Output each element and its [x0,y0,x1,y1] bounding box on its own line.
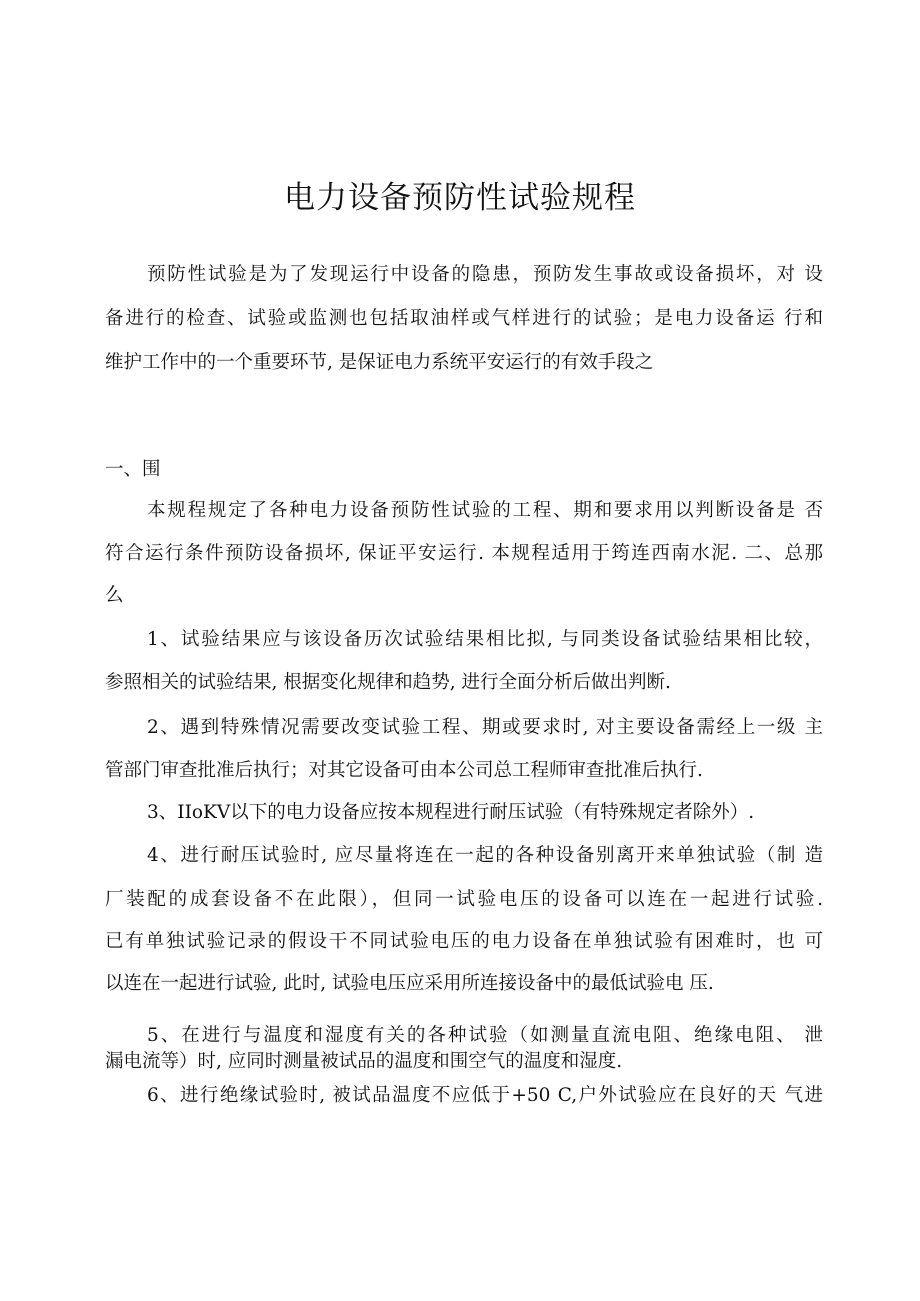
section1-line-1: 本规程规定了各种电力设备预防性试验的工程、期和要求用以判断设备是 否 [147,500,823,521]
document-title: 电力设备预防性试验规程 [284,180,636,216]
intro-line-3: 维护工作中的一个重要环节, 是保证电力系统平安运行的有效手段之 [105,352,654,373]
intro-line-1: 预防性试验是为了发现运行中设备的隐患，预防发生事故或设备损坏，对 设 [147,264,823,285]
section1-line-2: 符合运行条件预防设备损坏, 保证平安运行. 本规程适用于筠连西南水泥. 二、总那 [105,543,823,564]
section1-line-3: 么 [105,585,124,606]
item4-line-4: 以连在一起进行试验, 此时, 试验电压应采用所连接设备中的最低试验电 压. [105,973,714,994]
item2-line-2: 管部门审查批准后执行；对其它设备可由本公司总工程师审查批准后执行. [105,760,703,781]
item5-line-2: 漏电流等）时, 应同时测量被试品的温度和围空气的温度和湿度. [105,1051,623,1072]
item4-line-3: 已有单独试验记录的假设干不同试验电压的电力设备在单独试验有困难时，也 可 [105,931,823,952]
item1-line-2: 参照相关的试验结果, 根据变化规律和趋势, 进行全面分析后做出判断. [105,672,671,693]
item2-line-1: 2、遇到特殊情况需要改变试验工程、期或要求时, 对主要设备需经上一级 主 [147,717,823,738]
item4-line-1: 4、进行耐压试验时, 应尽量将连在一起的各种设备别离开来单独试验（制 造 [147,845,823,866]
section-heading-scope: 一、围 [105,459,161,480]
item5-line-1: 5、在进行与温度和湿度有关的各种试验（如测量直流电阻、绝缘电阻、 泄 [147,1025,823,1046]
item6-line-1: 6、进行绝缘试验时, 被试品温度不应低于+50 C,户外试验应在良好的天 气进 [147,1085,823,1106]
intro-line-2: 备进行的检查、试验或监测也包括取油样或气样进行的试验；是电力设备运 行和 [105,308,823,329]
item4-line-2: 厂装配的成套设备不在此限），但同一试验电压的设备可以连在一起进行试验. [105,889,823,910]
item1-line-1: 1、试验结果应与该设备历次试验结果相比拟, 与同类设备试验结果相比较， [147,629,823,650]
item3-line-1: 3、IIoKV以下的电力设备应按本规程进行耐压试验（有特殊规定者除外）. [147,802,755,823]
